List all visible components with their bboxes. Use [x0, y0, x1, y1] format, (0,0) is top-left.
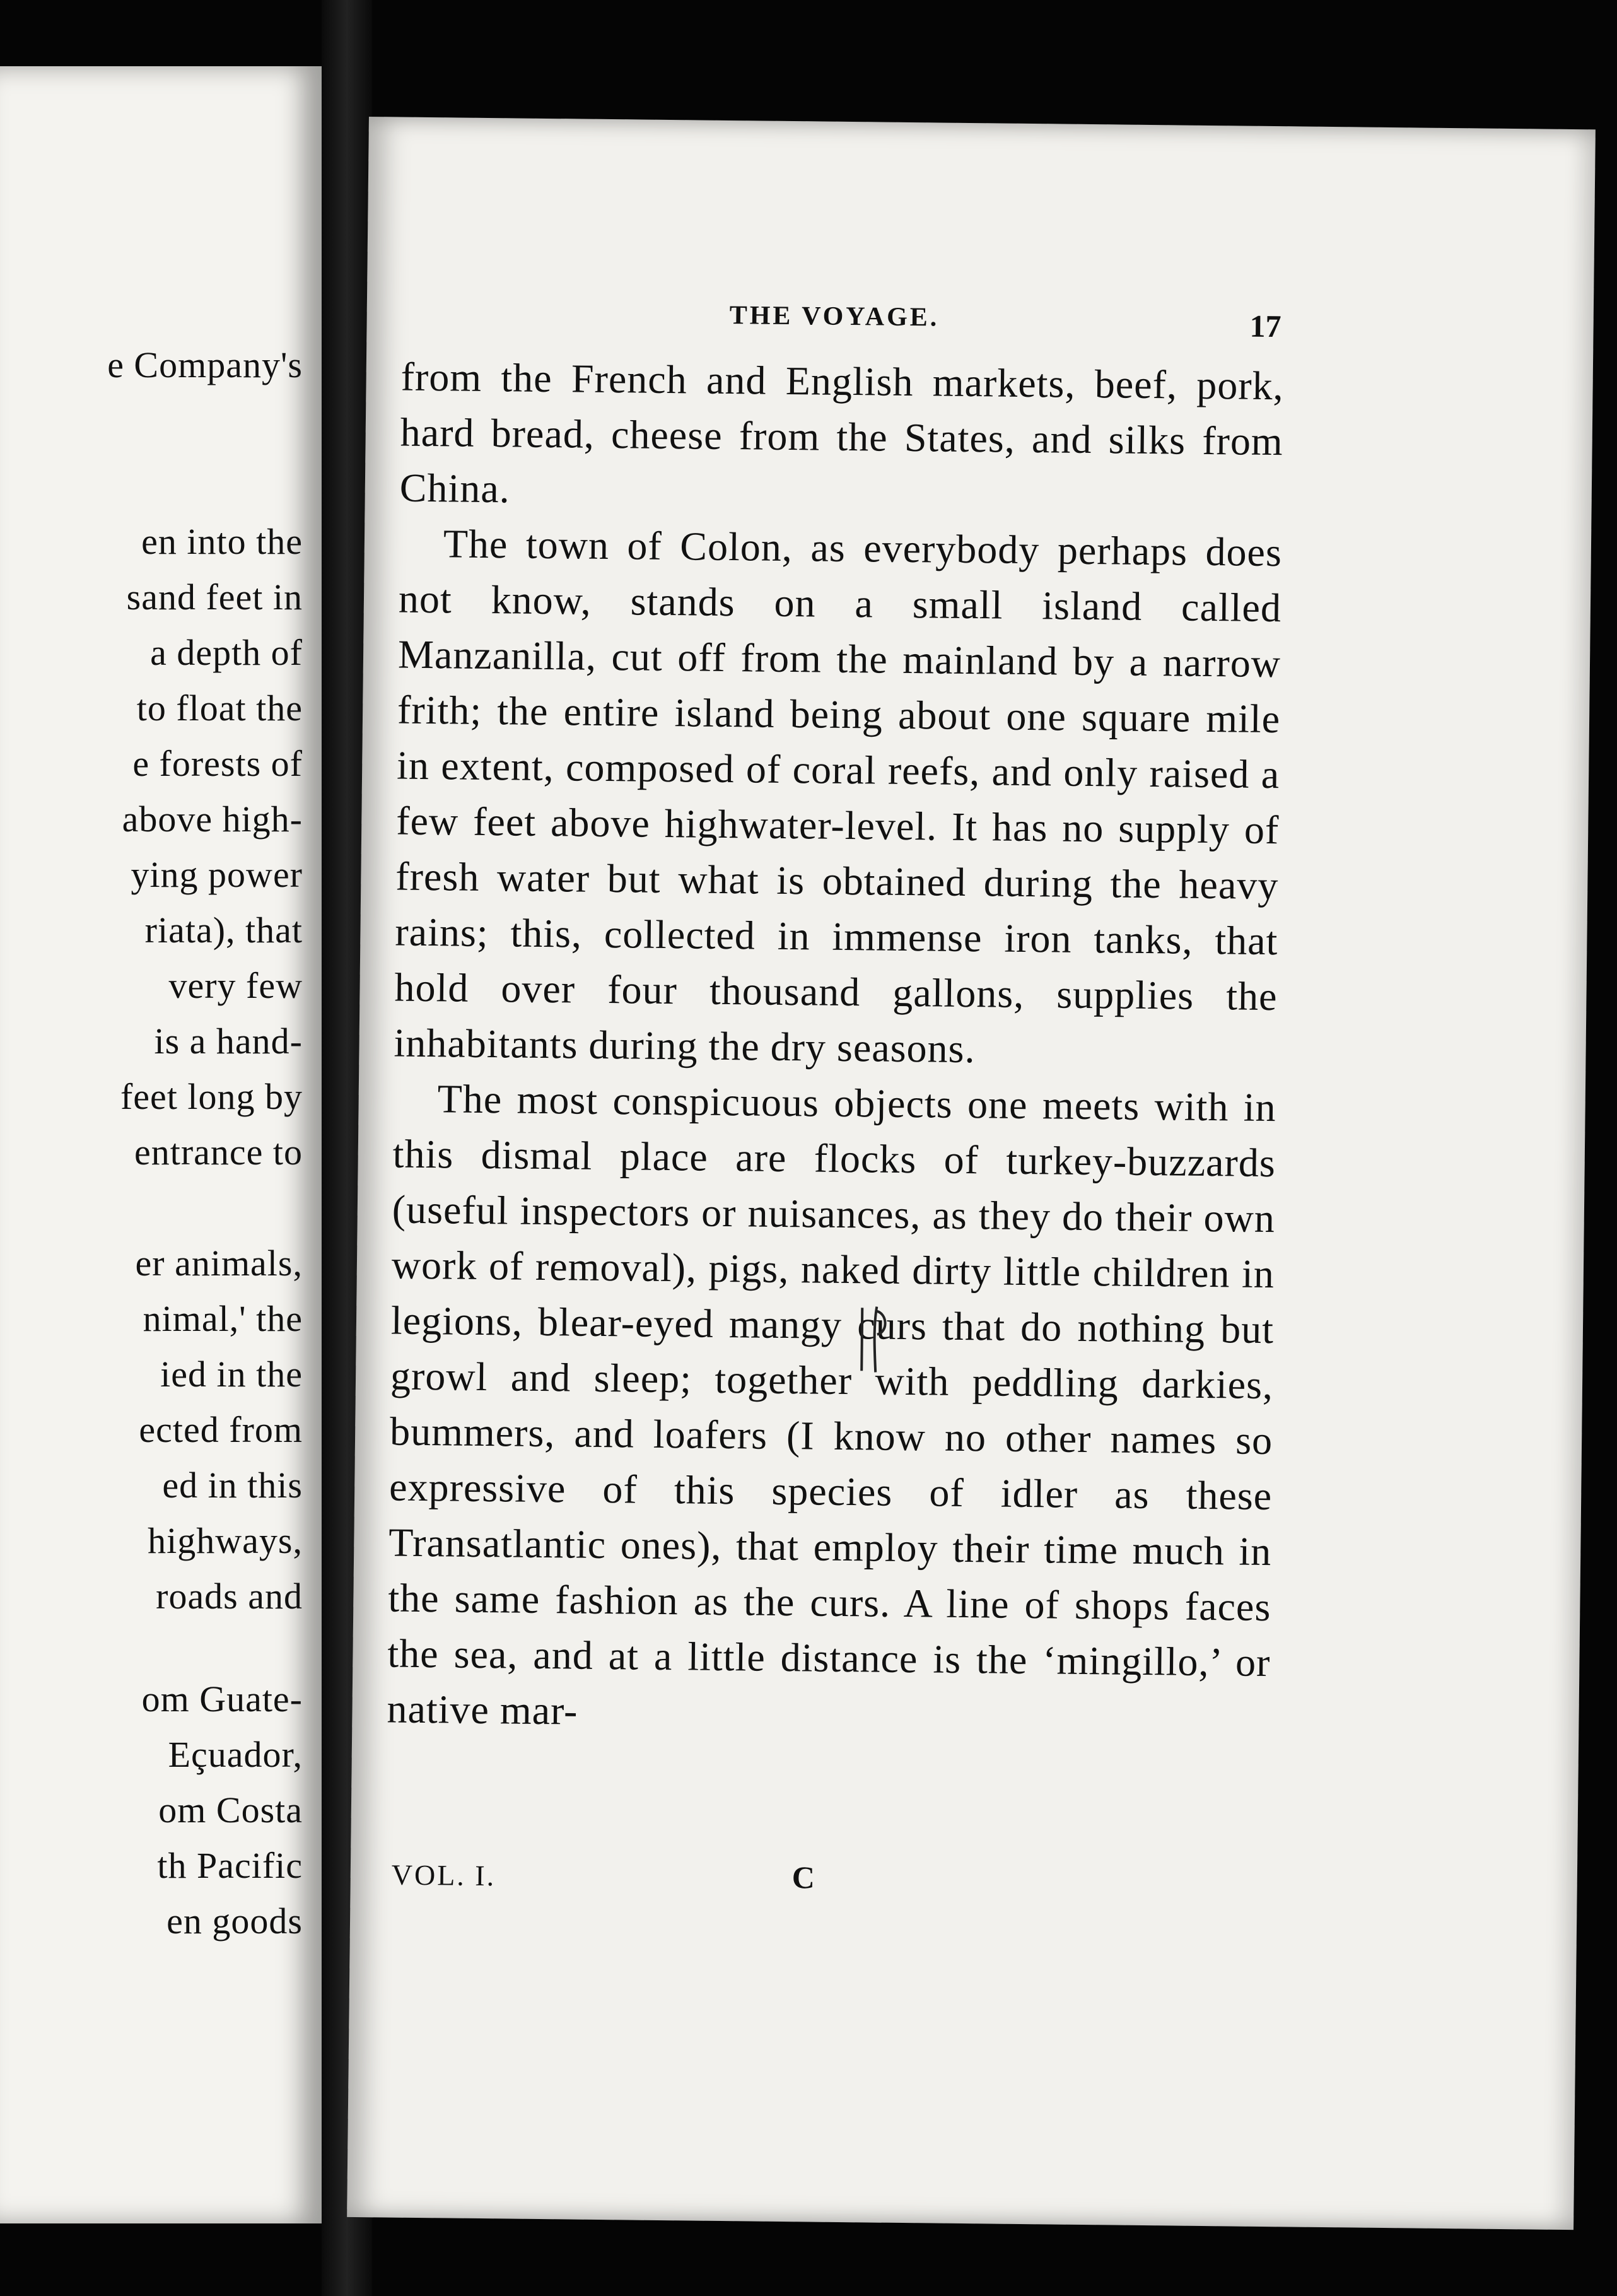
left-line: ying power: [131, 854, 303, 895]
left-line: nimal,' the: [143, 1298, 303, 1339]
left-line: om Costa: [158, 1789, 303, 1830]
left-line: to float the: [136, 688, 303, 729]
left-line: th Pacific: [157, 1845, 303, 1886]
page-number: 17: [1249, 308, 1281, 344]
left-page-fragment: [0, 66, 322, 2223]
left-line: above high-: [122, 799, 303, 840]
signature-mark: VOL. I.: [391, 1858, 496, 1892]
left-line: entrance to: [134, 1132, 303, 1173]
left-line: roads and: [156, 1576, 303, 1617]
left-line: ed in this: [162, 1465, 303, 1506]
left-line: feet long by: [120, 1076, 303, 1117]
left-line: e Company's: [107, 344, 303, 385]
right-page: [347, 117, 1596, 2230]
left-line: er animals,: [135, 1243, 303, 1284]
left-line: sand feet in: [126, 577, 303, 618]
left-line: e forests of: [132, 743, 303, 784]
left-line: very few: [168, 965, 303, 1006]
left-line: riata), that: [144, 910, 303, 951]
left-line: ected from: [139, 1409, 303, 1450]
paragraph: The town of Colon, as everybody perhaps does not know, stands on a small island called Manzanilla, cut off from the mainland by a narrow frith; the entire island being about one square mile in extent, composed of coral reefs, and only raised a few feet above highwater-level. It has no supply of fresh water but what is obtained during the heavy rains; this, collected in immense iron tanks, that hold over four thousand gallons, supplies the inhabitants during the dry seasons.: [394, 521, 1283, 1072]
running-head: THE VOYAGE.: [729, 301, 940, 332]
left-line: ied in the: [160, 1354, 303, 1395]
body-text: [387, 349, 1284, 1747]
paragraph: from the French and English markets, beef, pork, hard bread, cheese from the States, and silks from China.: [399, 354, 1284, 512]
left-line: highways,: [148, 1520, 303, 1561]
left-line: en into the: [141, 521, 303, 562]
paragraph: The most conspicuous objects one meets with in this dismal place are flocks of turkey-buzzards (useful inspectors or nuisances, as they do their own work of removal), pigs, naked dirty little children in legions, blear-eyed mangy curs that do nothing but growl and sleep; together with peddling darkies, bummers, and loafers (I know no other names so expressive of this species of idler as these Transatlantic ones), that employ their time much in the same fashion as the curs. A line of shops faces the sea, and at a little distance is the ‘mingillo,’ or native mar-: [387, 1076, 1277, 1733]
gathering-mark: C: [791, 1860, 815, 1895]
left-line: a depth of: [150, 632, 303, 673]
left-line: en goods: [166, 1901, 303, 1942]
left-line: Eçuador,: [168, 1734, 303, 1775]
left-line: is a hand-: [154, 1021, 303, 1062]
handwritten-correction-mark: [848, 1301, 892, 1378]
left-line: om Guate-: [141, 1678, 303, 1719]
